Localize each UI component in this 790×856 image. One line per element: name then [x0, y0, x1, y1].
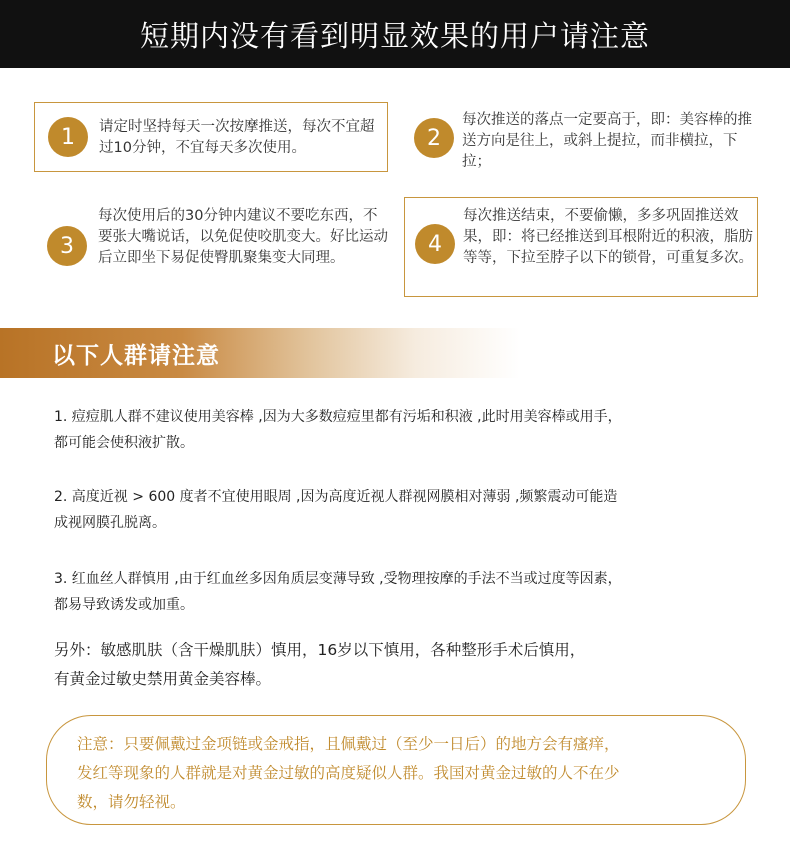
note-line: 1. 痘痘肌人群不建议使用美容棒 ,因为大多数痘痘里都有污垢和积液 ,此时用美容棒或用手，	[54, 409, 622, 425]
section-title: 以下人群请注意	[52, 342, 220, 369]
warning-line: 数，请勿轻视。	[77, 793, 186, 811]
note-line: 都易导致诱发或加重。	[54, 597, 194, 613]
note-line: 3. 红血丝人群慎用 ,由于红血丝多因角质层变薄导致 ,受物理按摩的手法不当或过度等因素，	[54, 571, 622, 587]
note-item-2	[54, 484, 704, 536]
extra-line: 有黄金过敏史禁用黄金美容棒。	[54, 670, 272, 688]
note-line: 成视网膜孔脱离。	[54, 515, 166, 531]
warning-line: 注意：只要佩戴过金项链或金戒指，且佩戴过（至少一日后）的地方会有瘙痒，	[77, 735, 620, 753]
number-badge-4: 4	[415, 224, 455, 264]
section-header	[0, 328, 520, 378]
header-bar	[0, 0, 790, 68]
extra-note	[54, 636, 714, 694]
note-line: 都可能会使积液扩散。	[54, 435, 194, 451]
tip-text-4: 每次推送结束，不要偷懒，多多巩固推送效果，即：将已经推送到耳根附近的积液，脂肪等等，下拉至脖子以下的锁骨，可重复多次。	[463, 208, 753, 266]
number-badge-1: 1	[48, 117, 88, 157]
note-item-3	[54, 566, 704, 618]
warning-line: 发红等现象的人群就是对黄金过敏的高度疑似人群。我国对黄金过敏的人不在少	[77, 764, 620, 782]
tip-text-2: 每次推送的落点一定要高于，即：美容棒的推送方向是往上，或斜上提拉，而非横拉，下拉；	[462, 112, 752, 170]
page-title: 短期内没有看到明显效果的用户请注意	[139, 18, 650, 53]
extra-line: 另外：敏感肌肤（含干燥肌肤）慎用，16岁以下慎用，各种整形手术后慎用，	[54, 641, 586, 659]
number-badge-3: 3	[47, 226, 87, 266]
tip-card-2	[404, 104, 760, 184]
tip-text-1: 请定时坚持每天一次按摩推送，每次不宜超过10分钟，不宜每天多次使用。	[99, 119, 375, 156]
tip-card-4	[404, 197, 758, 297]
tip-card-1	[34, 102, 388, 172]
tip-text-3: 每次使用后的30分钟内建议不要吃东西，不要张大嘴说话，以免促使咬肌变大。好比运动后立即坐下易促使臀肌聚集变大同理。	[98, 208, 388, 266]
warning-box	[46, 715, 746, 825]
note-item-1	[54, 404, 704, 456]
note-line: 2. 高度近视 > 600 度者不宜使用眼周 ,因为高度近视人群视网膜相对薄弱 ,频繁震动可能造	[54, 489, 618, 505]
number-badge-2: 2	[414, 118, 454, 158]
tip-card-3	[34, 202, 394, 292]
